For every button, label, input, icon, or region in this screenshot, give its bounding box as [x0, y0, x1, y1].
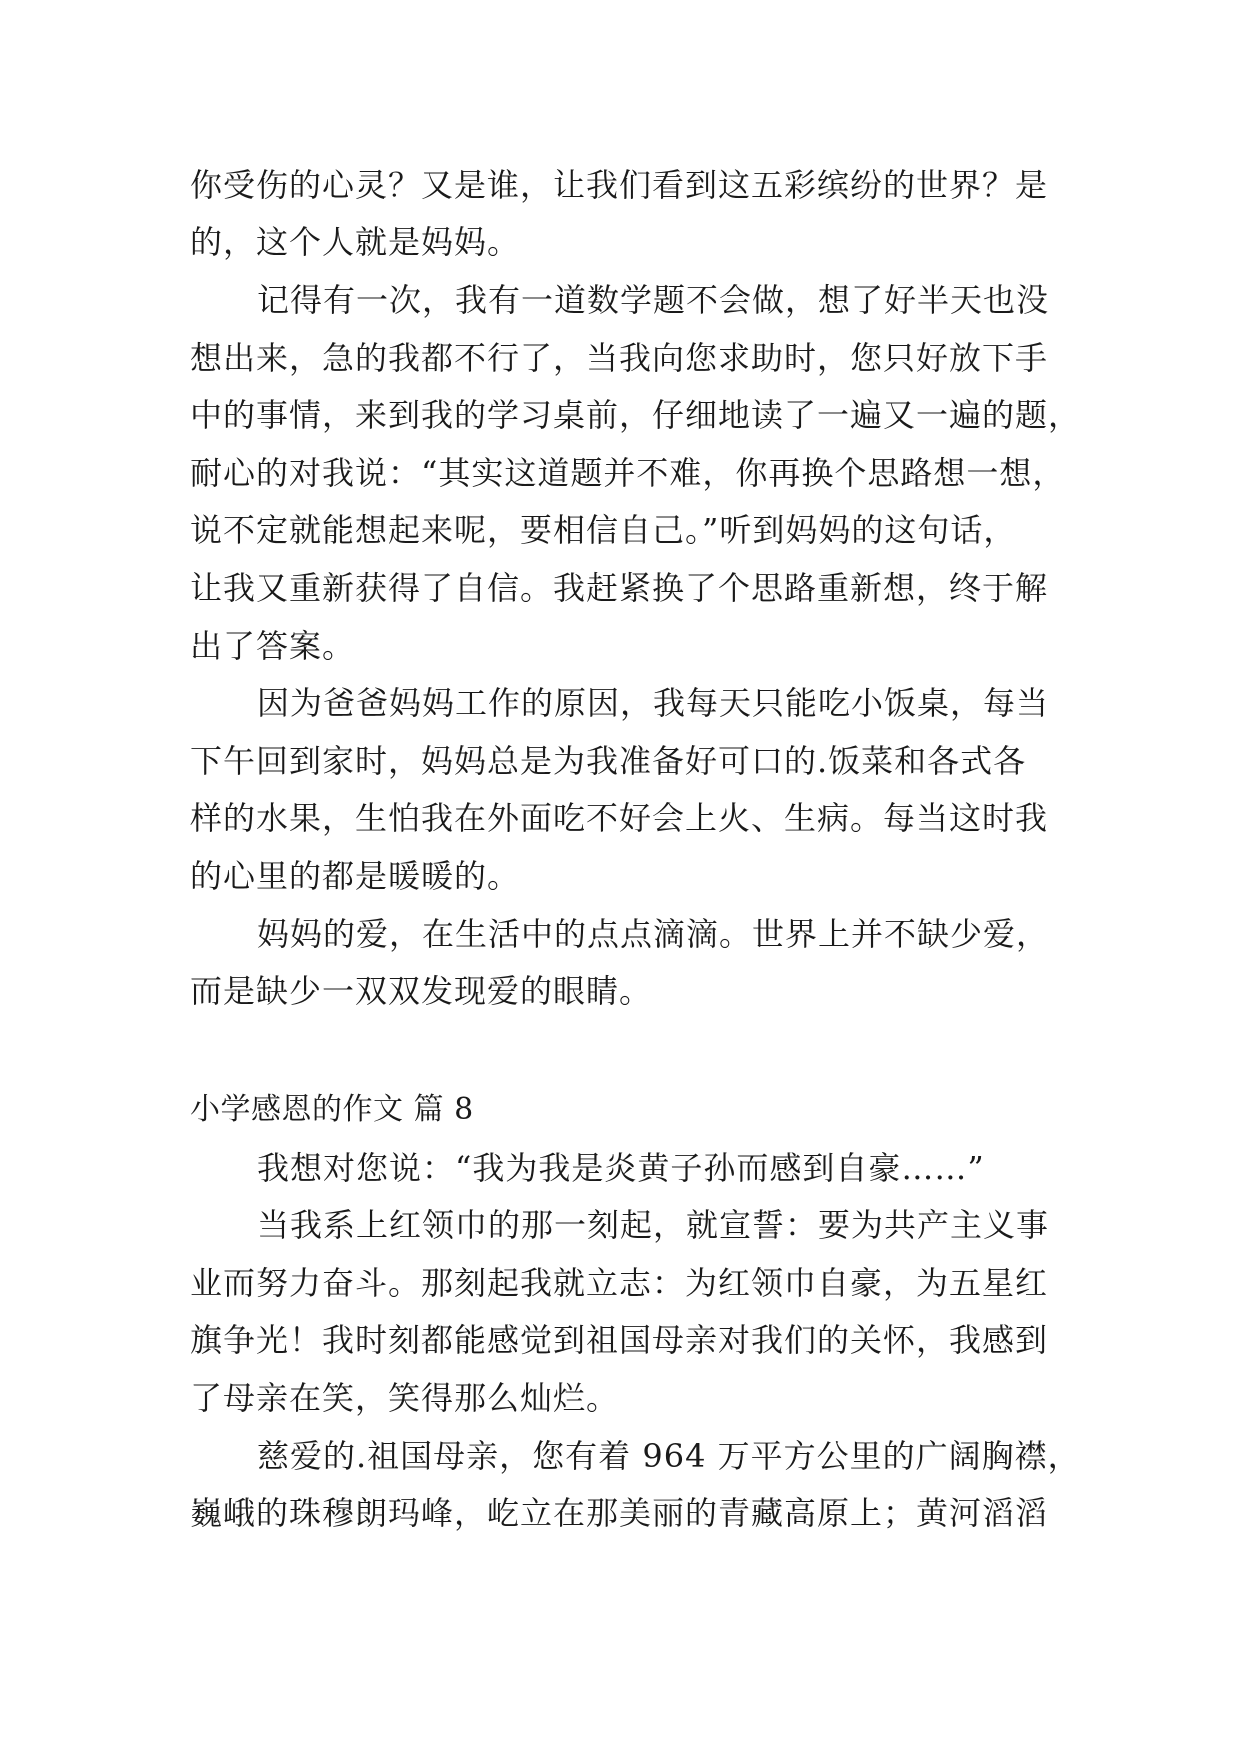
paragraph-start: 我想对您说：“我为我是炎黄子孙而感到自豪……” [257, 1149, 985, 1187]
paragraph-start: 记得有一次，我有一道数学题不会做，想了好半天也没 [257, 281, 1050, 319]
paragraph-start: 慈爱的.祖国母亲，您有着 964 万平方公里的广阔胸襟， [257, 1437, 1081, 1475]
section-heading: 小学感恩的作文 篇 8 [190, 1092, 474, 1127]
text-line: 想出来，急的我都不行了，当我向您求助时，您只好放下手 [190, 339, 1049, 377]
text-line: 中的事情，来到我的学习桌前，仔细地读了一遍又一遍的题， [190, 396, 1082, 434]
text-line: 让我又重新获得了自信。我赶紧换了个思路重新想，终于解 [190, 569, 1049, 607]
text-line: 样的水果，生怕我在外面吃不好会上火、生病。每当这时我 [190, 799, 1049, 837]
text-line: 的，这个人就是妈妈。 [190, 223, 521, 261]
text-line: 下午回到家时，妈妈总是为我准备好可口的.饭菜和各式各 [190, 742, 1027, 780]
text-line: 业而努力奋斗。那刻起我就立志：为红领巾自豪，为五星红 [190, 1264, 1049, 1302]
text-line: 的心里的都是暖暖的。 [190, 857, 521, 895]
text-line: 而是缺少一双双发现爱的眼睛。 [190, 972, 653, 1010]
text-line: 出了答案。 [190, 627, 356, 665]
text-line: 你受伤的心灵？又是谁，让我们看到这五彩缤纷的世界？是 [190, 166, 1049, 204]
paragraph-start: 妈妈的爱，在生活中的点点滴滴。世界上并不缺少爱， [257, 915, 1050, 953]
text-line: 说不定就能想起来呢，要相信自己。”听到妈妈的这句话， [190, 511, 1017, 549]
text-line: 了母亲在笑，笑得那么灿烂。 [190, 1379, 620, 1417]
paragraph-start: 当我系上红领巾的那一刻起，就宣誓：要为共产主义事 [257, 1206, 1050, 1244]
paragraph-start: 因为爸爸妈妈工作的原因，我每天只能吃小饭桌，每当 [257, 684, 1050, 722]
text-line: 旗争光！我时刻都能感觉到祖国母亲对我们的关怀，我感到 [190, 1321, 1049, 1359]
text-line: 耐心的对我说：“其实这道题并不难，你再换个思路想一想， [190, 454, 1066, 492]
text-line: 巍峨的珠穆朗玛峰，屹立在那美丽的青藏高原上；黄河滔滔 [190, 1494, 1049, 1532]
